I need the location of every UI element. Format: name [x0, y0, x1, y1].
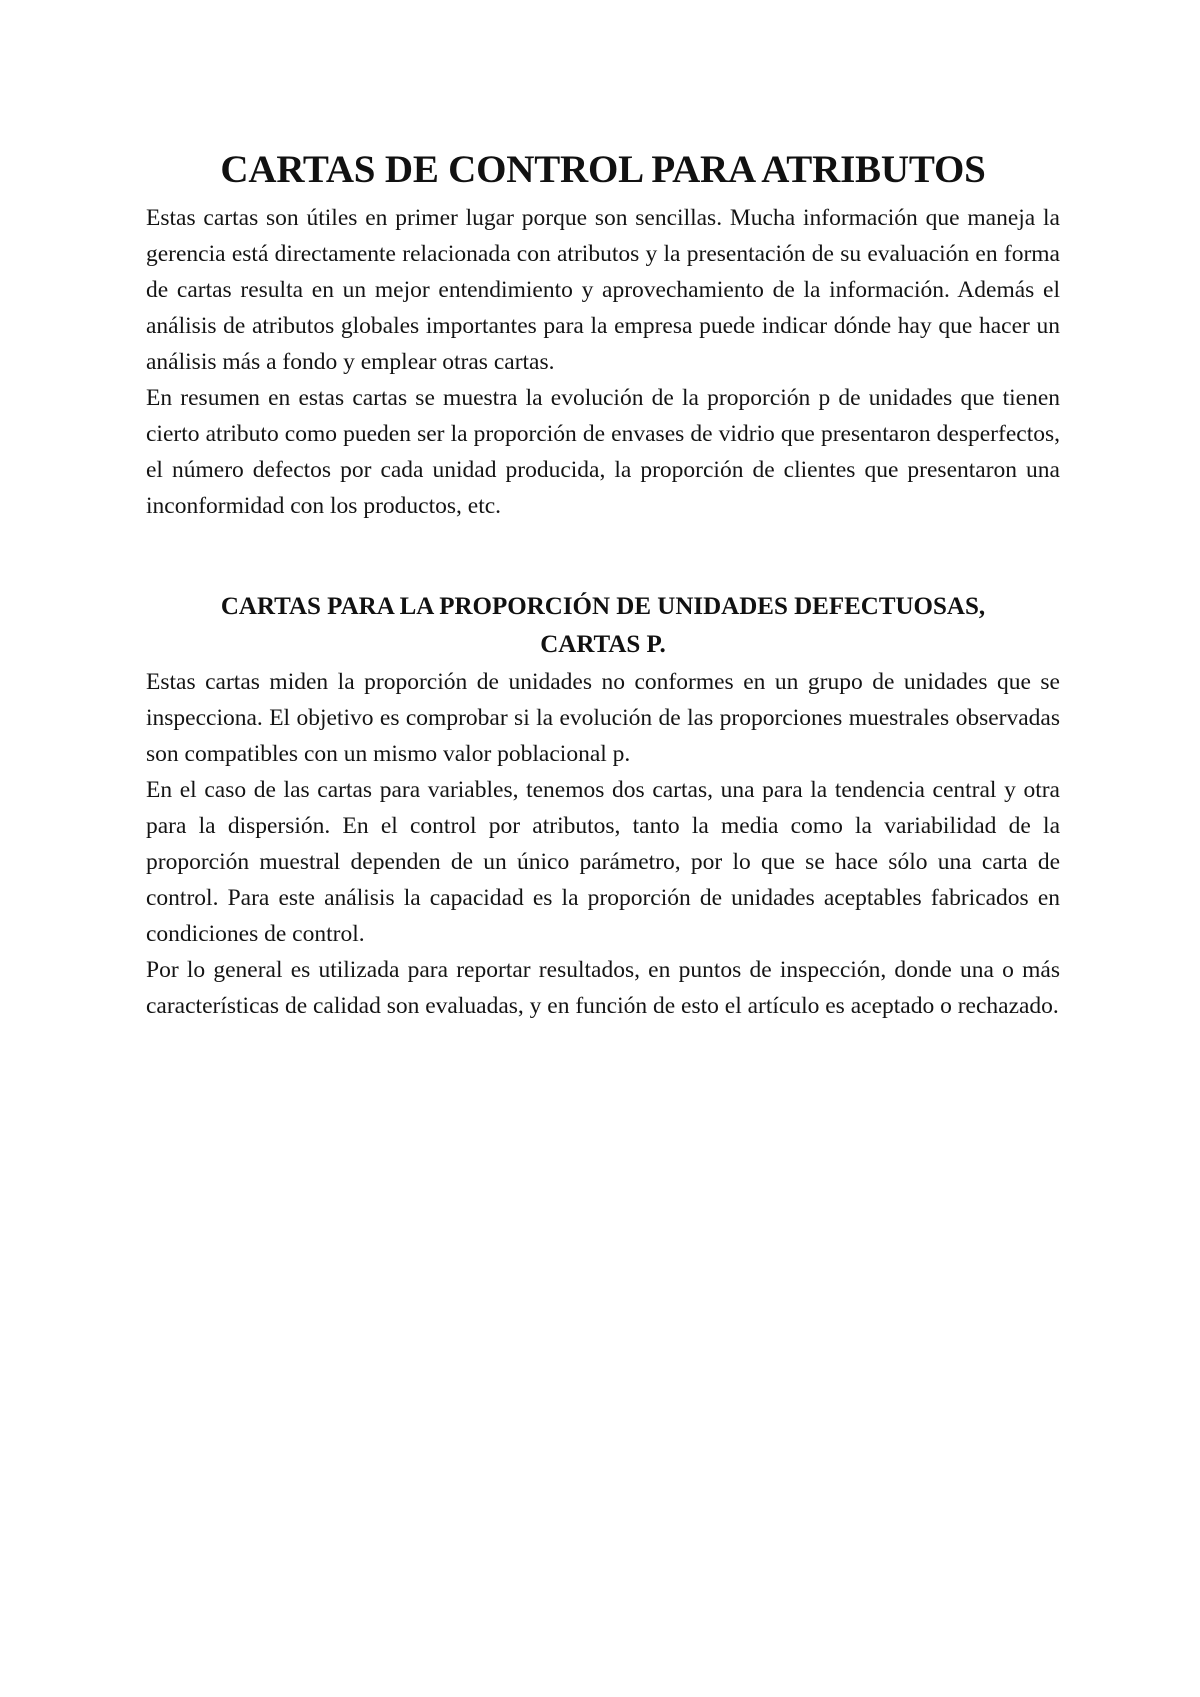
section-title-line-1: CARTAS PARA LA PROPORCIÓN DE UNIDADES DEFECTUOSAS, — [220, 593, 986, 620]
document-title: CARTAS DE CONTROL PARA ATRIBUTOS — [220, 148, 986, 191]
document-body — [146, 140, 1060, 1024]
section-title — [146, 588, 1060, 664]
section-paragraph-1: Estas cartas miden la proporción de unidades no conformes en un grupo de unidades que se inspecciona. El objetivo es comprobar si la evolución de las proporciones muestrales observadas son compatibles con un mismo valor poblacional p. — [146, 669, 1060, 767]
section-paragraph-3: Por lo general es utilizada para reportar resultados, en puntos de inspección, donde una o más características de calidad son evaluadas, y en función de esto el artículo es aceptado o rechazado. — [146, 957, 1060, 1019]
section-paragraph-2: En el caso de las cartas para variables, tenemos dos cartas, una para la tendencia central y otra para la dispersión. En el control por atributos, tanto la media como la variabilidad de la proporción muestral dependen de un único parámetro, por lo que se hace sólo una carta de control. Para este análisis la capacidad es la proporción de unidades aceptables fabricados en condiciones de control. — [146, 777, 1060, 947]
intro-paragraph-2: En resumen en estas cartas se muestra la evolución de la proporción p de unidades que tienen cierto atributo como pueden ser la proporción de envases de vidrio que presentaron desperfectos, el número defectos por cada unidad producida, la proporción de clientes que presentaron una inconformidad con los productos, etc. — [146, 385, 1060, 519]
intro-paragraph-1: Estas cartas son útiles en primer lugar porque son sencillas. Mucha información que maneja la gerencia está directamente relacionada con atributos y la presentación de su evaluación en forma de cartas resulta en un mejor entendimiento y aprovechamiento de la información. Además el análisis de atributos globales importantes para la empresa puede indicar dónde hay que hacer un análisis más a fondo y emplear otras cartas. — [146, 205, 1060, 375]
section-title-line-2: CARTAS P. — [540, 631, 666, 658]
